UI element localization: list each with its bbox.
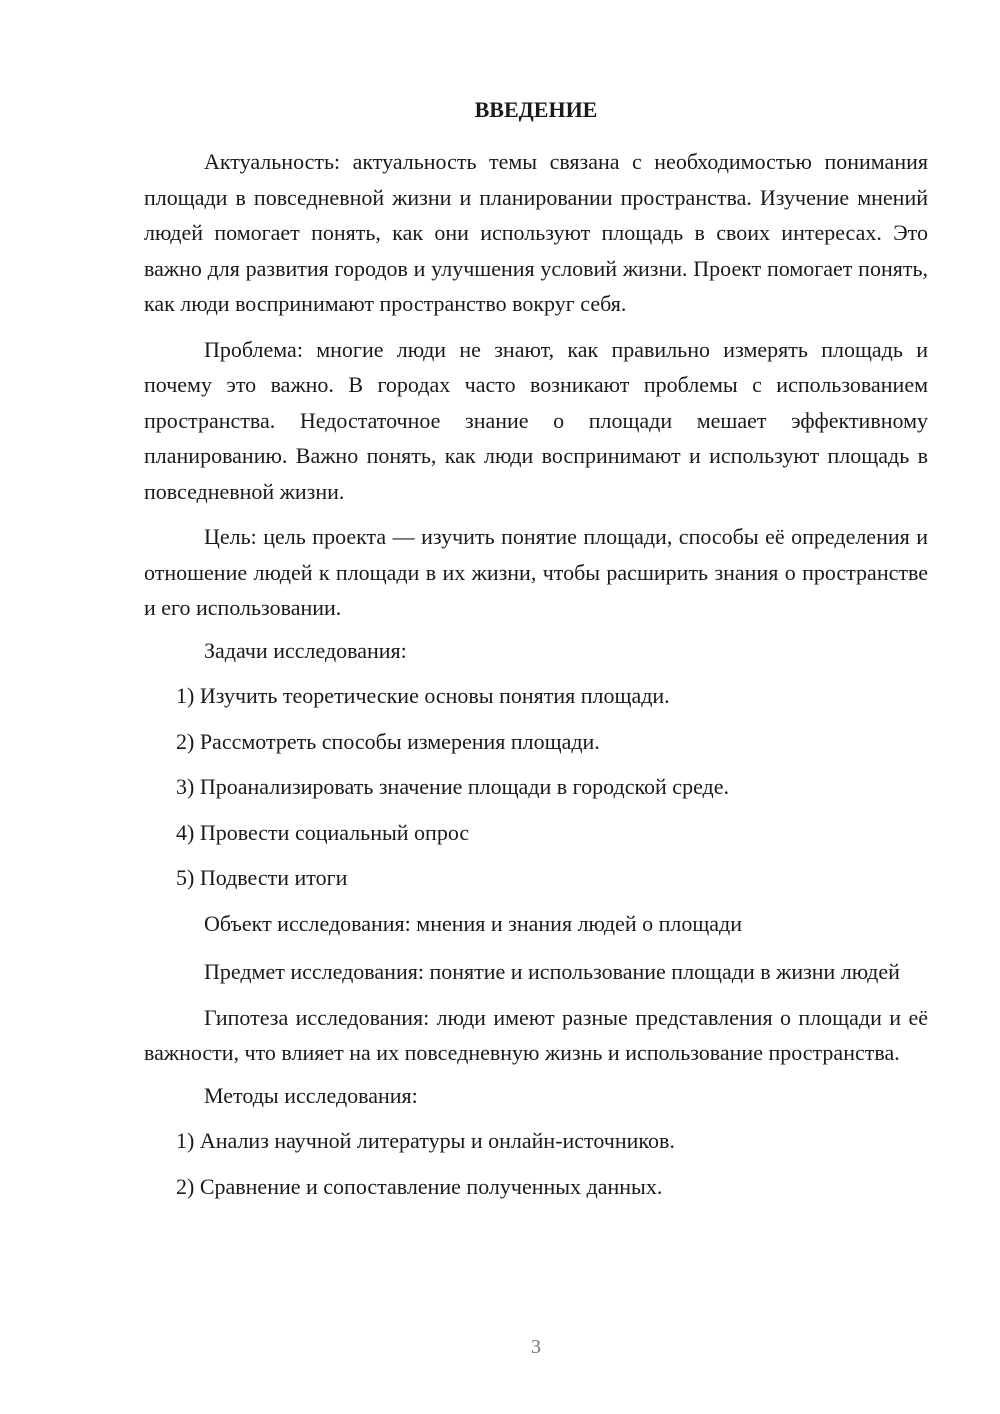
task-item: 2) Рассмотреть способы измерения площади. [176, 728, 600, 754]
document-page [144, 95, 928, 1217]
task-item: 1) Изучить теоретические основы понятия площади. [176, 683, 670, 708]
method-item: 2) Сравнение и сопоставление полученных данных. [176, 1173, 663, 1199]
relevance-paragraph: Актуальность: актуальность темы связана с необходимостью понимания площади в повседневной жизни и планировании пространства. Изучение мнений людей помогает понять, как они используют площадь в своих интересах. Это важно для развития городов и улучшения условий жизни. Проект помогает понять, как люди воспринимают пространство вокруг себя. [144, 149, 928, 316]
method-item: 1) Анализ научной литературы и онлайн-источников. [176, 1128, 675, 1153]
methods-heading: Методы исследования: [204, 1082, 418, 1108]
section-title: ВВЕДЕНИЕ [474, 97, 598, 122]
goal-paragraph: Цель: цель проекта — изучить понятие площади, способы её определения и отношение людей к площади в их жизни, чтобы расширить знания о пространстве и его использовании. [144, 524, 928, 620]
task-item: 4) Провести социальный опрос [176, 819, 470, 845]
task-item: 3) Проанализировать значение площади в городской среде. [176, 774, 730, 799]
subject-paragraph: Предмет исследования: понятие и использование площади в жизни людей [204, 959, 900, 984]
tasks-heading: Задачи исследования: [204, 637, 407, 663]
object-line: Объект исследования: мнения и знания людей о площади [204, 910, 743, 936]
hypothesis-paragraph: Гипотеза исследования: люди имеют разные представления о площади и её важности, что влияет на их повседневную жизнь и использование пространства. [144, 1004, 928, 1065]
problem-paragraph: Проблема: многие люди не знают, как правильно измерять площадь и почему это важно. В городах часто возникают проблемы с использованием пространства. Недостаточное знание о площади мешает эффективному планированию. Важно понять, как люди воспринимают и используют площадь в повседневной жизни. [144, 336, 928, 504]
page-number: 3 [531, 1336, 541, 1358]
task-item: 5) Подвести итоги [176, 865, 348, 890]
